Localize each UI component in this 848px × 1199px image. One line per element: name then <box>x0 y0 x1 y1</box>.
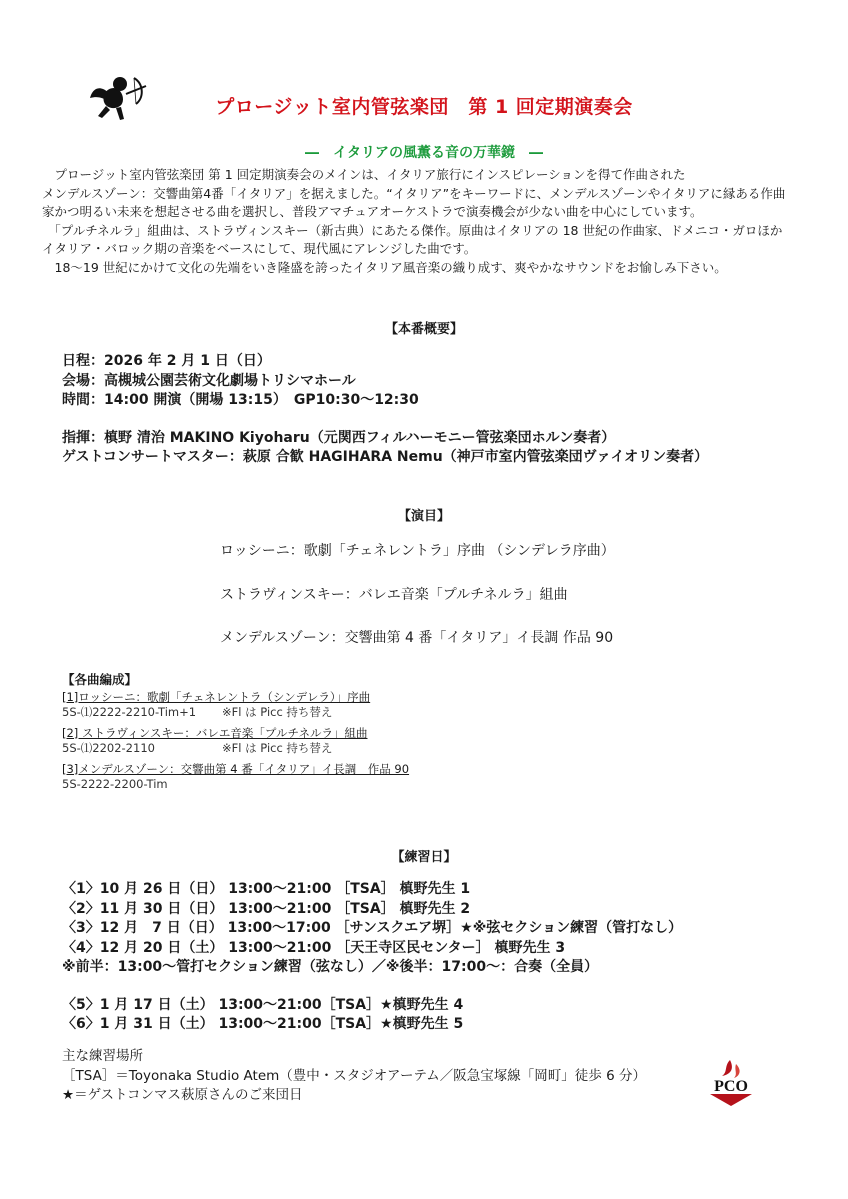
program-item: ロッシーニ：歌劇「チェネレントラ」序曲 （シンデレラ序曲） <box>220 543 615 559</box>
rehearsal-line: 〈1〉10 月 26 日（日） 13:00～21:00 ［TSA］ 槙野先生 1 <box>62 881 471 897</box>
venue-star-note: ★＝ゲストコンマス萩原さんのご来団日 <box>62 1087 303 1103</box>
intro-line: プロージット室内管弦楽団 第 1 回定期演奏会のメインは、イタリア旅行にインスピレーションを得て作曲された <box>42 167 686 182</box>
instrumentation-config <box>62 705 409 720</box>
instrumentation-heading: 【各曲編成】 <box>62 672 138 687</box>
instrumentation-title: [2] ストラヴィンスキー：バレエ音楽「プルチネルラ」組曲 <box>62 726 368 740</box>
concert-time: 時間：14:00 開演（開場 13:15） GP10:30～12:30 <box>62 392 419 408</box>
concert-date: 日程：2026 年 2 月 1 日（日） <box>62 353 271 369</box>
concert-title: プロージット室内管弦楽団 第 1 回定期演奏会 <box>215 96 633 118</box>
venue-tsa: ［TSA］＝Toyonaka Studio Atem（豊中・スタジオアーテム／阪急宝塚線「岡町」徒歩 6 分） <box>62 1067 646 1084</box>
program-item: メンデルスゾーン：交響曲第 4 番「イタリア」イ長調 作品 90 <box>220 630 614 646</box>
instrumentation-title: [1]ロッシーニ：歌劇「チェネレントラ（シンデレラ）」序曲 <box>62 690 371 704</box>
logo-text: PCO <box>714 1078 748 1095</box>
intro-line: イタリア・バロック期の音楽をベースにして、現代風にアレンジした曲です。 <box>42 241 477 256</box>
rehearsal-line: 〈6〉1 月 31 日（土） 13:00～21:00［TSA］★槙野先生 5 <box>62 1016 464 1032</box>
config-note: ※Fl は Picc 持ち替え <box>222 741 333 755</box>
config-value: 5S-⑴2222-2210-Tim+1 <box>62 705 197 719</box>
venues-heading: 主な練習場所 <box>62 1048 143 1064</box>
overview-heading: 【本番概要】 <box>384 322 463 337</box>
rehearsal-schedule <box>62 880 682 1035</box>
concert-subtitle: ― イタリアの風薫る音の万華鏡 ― <box>305 145 543 161</box>
rehearsal-heading: 【練習日】 <box>391 850 457 865</box>
overview-block <box>62 352 708 468</box>
instrumentation-config <box>62 777 409 792</box>
pco-logo <box>700 1058 762 1108</box>
program-item: ストラヴィンスキー：バレエ音楽「プルチネルラ」組曲 <box>220 586 568 603</box>
intro-line: 家かつ明るい未来を想起させる曲を選択し、普段アマチュアオーケストラで演奏機会が少ない曲を中心にしています。 <box>42 204 703 219</box>
rehearsal-line: 〈4〉12 月 20 日（土） 13:00～21:00 ［天王寺区民センター］ 槙野先生 3 <box>62 939 566 956</box>
rehearsal-line: 〈2〉11 月 30 日（日） 13:00～21:00 ［TSA］ 槙野先生 2 <box>62 900 471 917</box>
conductor: 指揮：槙野 清治 MAKINO Kiyoharu（元関西フィルハーモニー管弦楽団ホルン奏者） <box>62 429 616 446</box>
concert-venue: 会場：高槻城公園芸術文化劇場トリシマホール <box>62 372 356 389</box>
config-value: 5S-⑴2202-2110 <box>62 741 155 755</box>
program-list <box>220 542 615 673</box>
rehearsal-line: 〈5〉1 月 17 日（土） 13:00～21:00［TSA］★槙野先生 4 <box>62 996 464 1013</box>
intro-text <box>42 166 812 277</box>
intro-line: 「プルチネルラ」組曲は、ストラヴィンスキー（新古典）にあたる傑作。原曲はイタリアの 18 世紀の作曲家、ドメニコ・ガロほか <box>42 222 783 238</box>
rehearsal-line: 〈3〉12 月 7 日（日） 13:00～17:00 ［サンスクエア堺］★※弦セクション練習（管打なし） <box>62 920 683 936</box>
concertmaster: ゲストコンサートマスター：萩原 合歓 HAGIHARA Nemu（神戸市室内管弦楽団ヴァイオリン奏者） <box>62 449 709 465</box>
instrumentation-config <box>62 741 409 756</box>
intro-line: メンデルスゾーン：交響曲第4番「イタリア」を据えました。“イタリア”をキーワードに、メンデルスゾーンやイタリアに縁ある作曲 <box>42 185 786 201</box>
instrumentation-block <box>62 670 409 798</box>
practice-venues <box>62 1047 646 1106</box>
instrumentation-title: [3]メンデルスゾーン：交響曲第 4 番「イタリア」イ長調 作品 90 <box>62 762 410 776</box>
program-heading: 【演目】 <box>397 509 450 524</box>
config-note: ※Fl は Picc 持ち替え <box>222 705 333 719</box>
rehearsal-note: ※前半：13:00～管打セクション練習（弦なし）／※後半：17:00～：合奏（全員） <box>62 959 599 975</box>
config-value: 5S-2222-2200-Tim <box>62 777 168 791</box>
intro-line: 18～19 世紀にかけて文化の先端をいき隆盛を誇ったイタリア風音楽の織り成す、爽やかなサウンドをお愉しみ下さい。 <box>42 259 727 275</box>
